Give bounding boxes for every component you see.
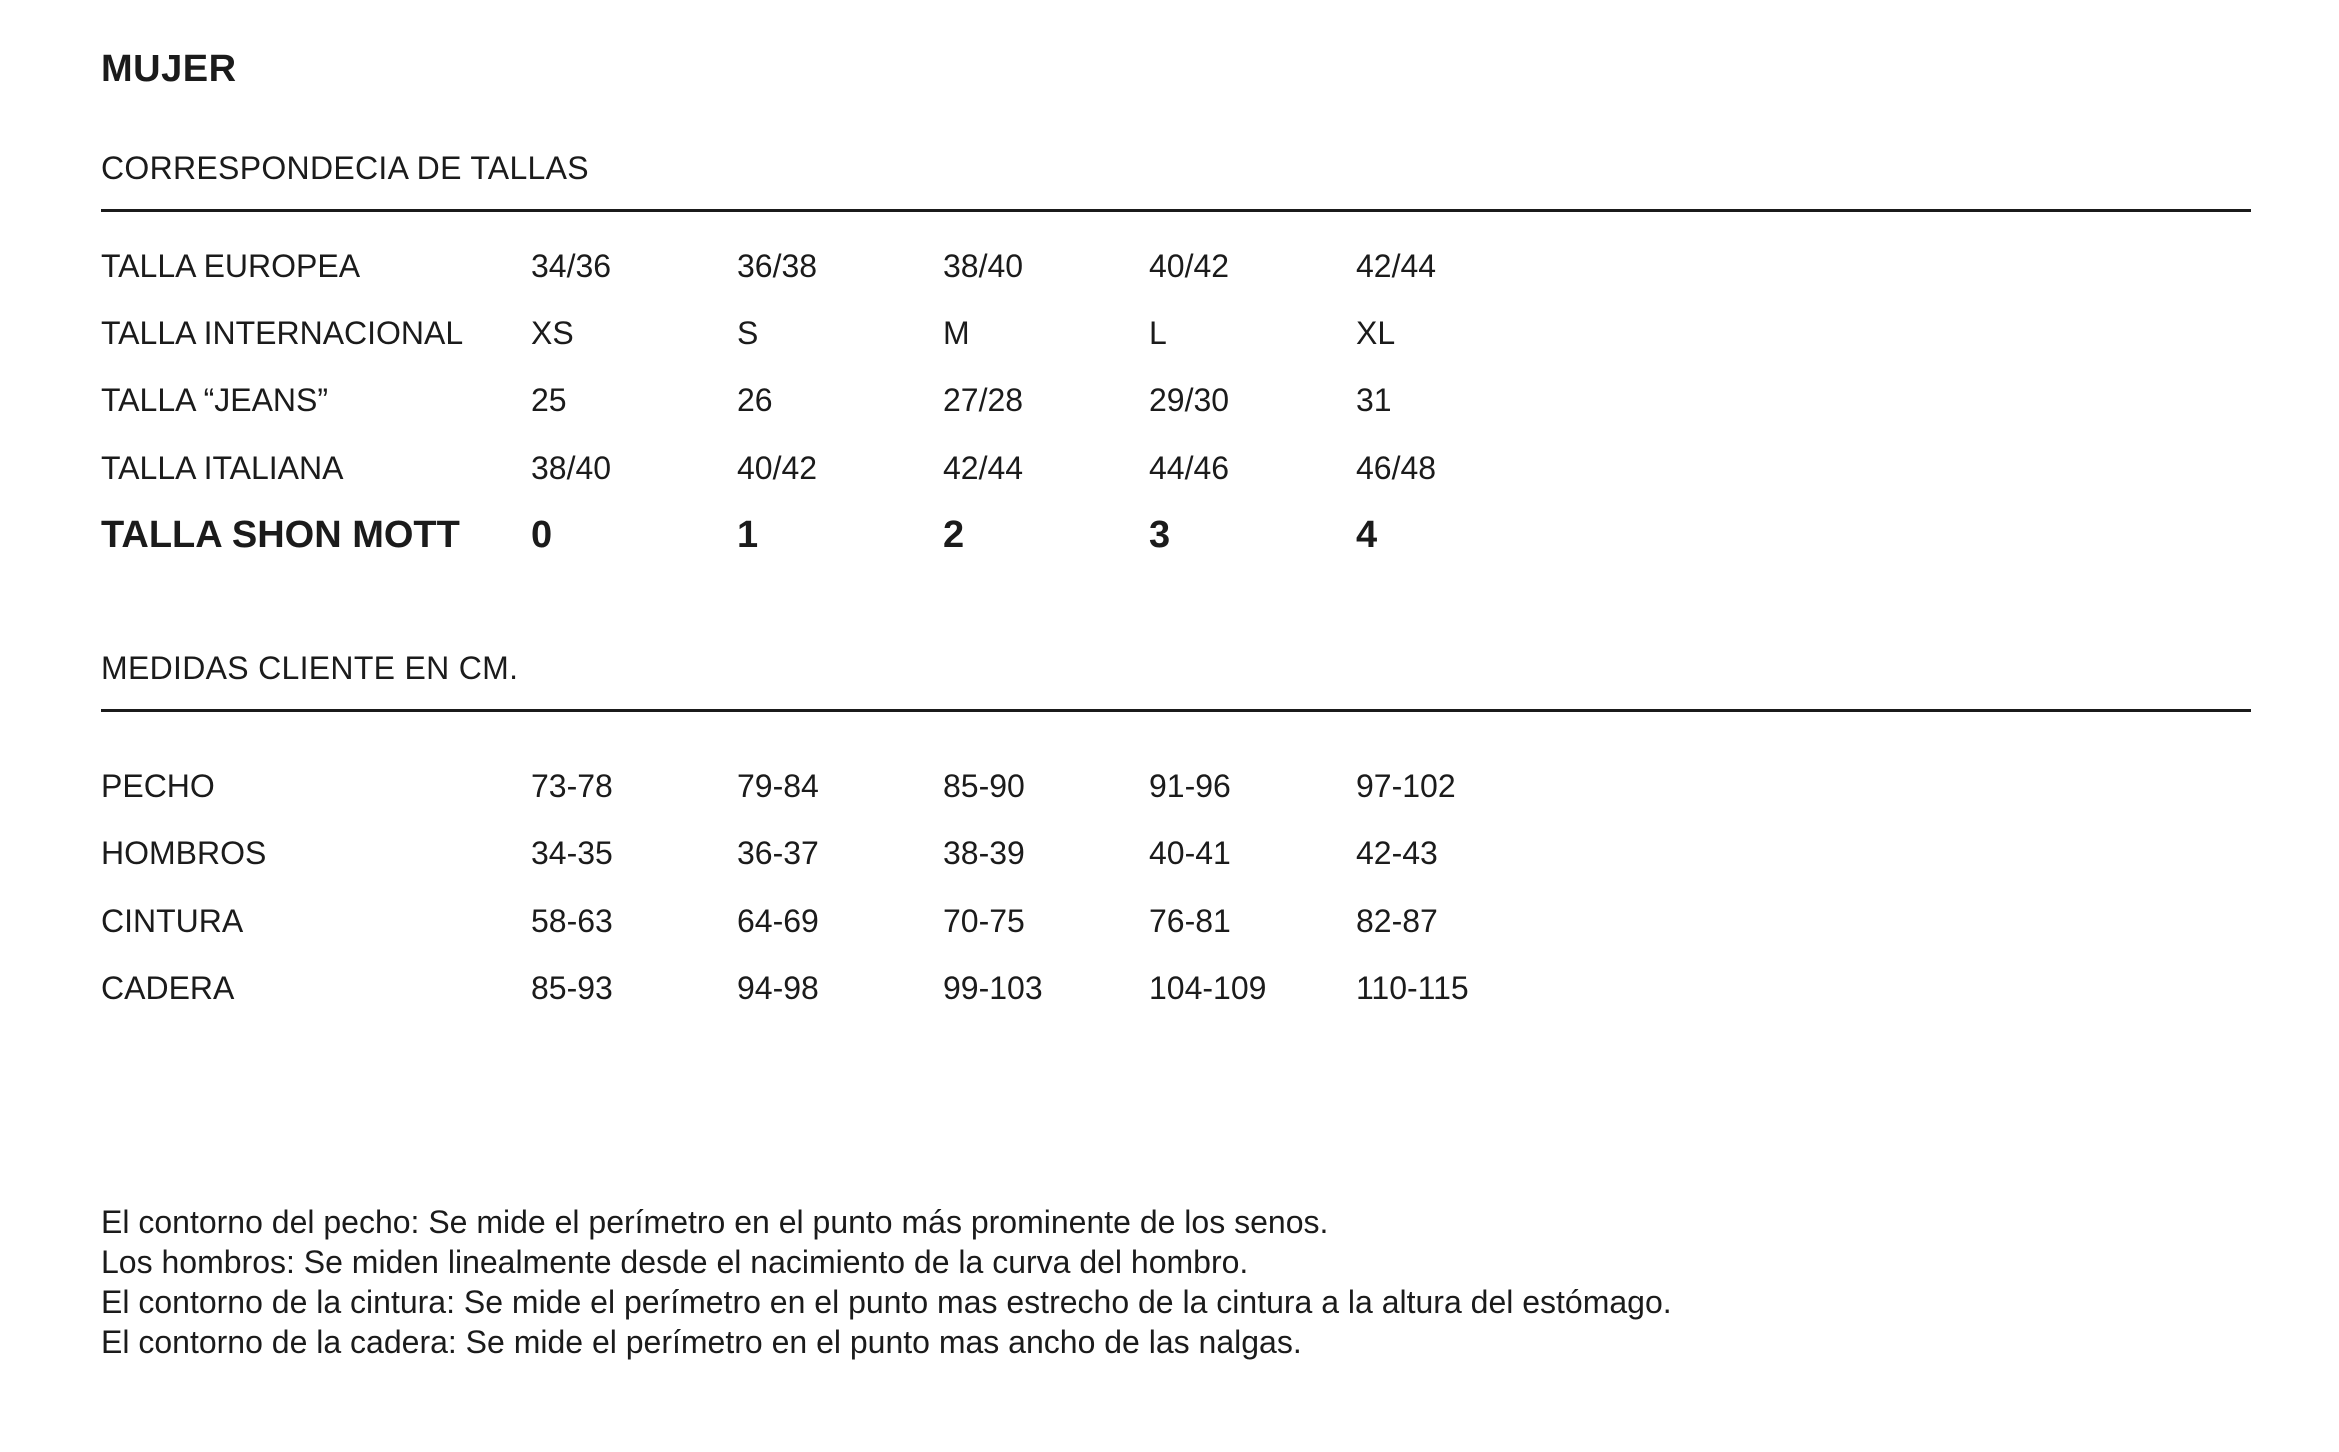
row-label: TALLA “JEANS” bbox=[101, 382, 329, 418]
measure-value: 40-41 bbox=[1149, 835, 1231, 871]
table-row bbox=[0, 828, 2339, 878]
note-shoulders: Los hombros: Se miden linealmente desde el nacimiento de la curva del hombro. bbox=[101, 1244, 1249, 1280]
measure-value: 58-63 bbox=[531, 903, 613, 939]
table-row bbox=[0, 761, 2339, 811]
size-value: 38/40 bbox=[943, 248, 1024, 284]
table-row bbox=[0, 308, 2339, 358]
size-value: 4 bbox=[1356, 514, 1378, 556]
size-value: 46/48 bbox=[1356, 450, 1437, 486]
size-value: 25 bbox=[531, 382, 567, 418]
size-value: 40/42 bbox=[1149, 248, 1230, 284]
size-value: 34/36 bbox=[531, 248, 612, 284]
measure-value: 36-37 bbox=[737, 835, 819, 871]
row-label: TALLA EUROPEA bbox=[101, 248, 361, 284]
measure-value: 34-35 bbox=[531, 835, 613, 871]
measure-value: 73-78 bbox=[531, 768, 613, 804]
measure-value: 104-109 bbox=[1149, 970, 1267, 1006]
note-chest: El contorno del pecho: Se mide el perímetro en el punto más prominente de los senos. bbox=[101, 1204, 1329, 1240]
row-label: CINTURA bbox=[101, 903, 244, 939]
size-value: XL bbox=[1356, 315, 1396, 351]
row-label: PECHO bbox=[101, 768, 215, 804]
measure-value: 94-98 bbox=[737, 970, 819, 1006]
note-hips: El contorno de la cadera: Se mide el perímetro en el punto mas ancho de las nalgas. bbox=[101, 1324, 1302, 1360]
size-value: 1 bbox=[737, 514, 759, 556]
measure-value: 38-39 bbox=[943, 835, 1025, 871]
row-label: HOMBROS bbox=[101, 835, 267, 871]
measure-value: 110-115 bbox=[1356, 970, 1469, 1006]
measure-value: 64-69 bbox=[737, 903, 819, 939]
table-row bbox=[0, 241, 2339, 291]
table-row-highlight bbox=[0, 510, 2339, 560]
note-waist: El contorno de la cintura: Se mide el perímetro en el punto mas estrecho de la cintura a la altura del estómago. bbox=[101, 1284, 1672, 1320]
measure-value: 85-93 bbox=[531, 970, 613, 1006]
measure-value: 79-84 bbox=[737, 768, 819, 804]
size-value: S bbox=[737, 315, 759, 351]
size-value: 26 bbox=[737, 382, 773, 418]
size-value: 29/30 bbox=[1149, 382, 1230, 418]
row-label: CADERA bbox=[101, 970, 235, 1006]
page-title: MUJER bbox=[101, 48, 237, 90]
size-value: 2 bbox=[943, 514, 965, 556]
measure-value: 91-96 bbox=[1149, 768, 1231, 804]
size-value: 42/44 bbox=[1356, 248, 1437, 284]
size-value: 42/44 bbox=[943, 450, 1024, 486]
size-value: 40/42 bbox=[737, 450, 818, 486]
measurements-divider bbox=[101, 709, 2251, 712]
size-value: 31 bbox=[1356, 382, 1392, 418]
size-value: L bbox=[1149, 315, 1167, 351]
correspondence-divider bbox=[101, 209, 2251, 212]
measure-value: 82-87 bbox=[1356, 903, 1438, 939]
row-label: TALLA ITALIANA bbox=[101, 450, 344, 486]
table-row bbox=[0, 375, 2339, 425]
table-row bbox=[0, 963, 2339, 1013]
measurements-heading: MEDIDAS CLIENTE EN CM. bbox=[101, 650, 519, 686]
row-label: TALLA SHON MOTT bbox=[101, 514, 460, 556]
size-value: 38/40 bbox=[531, 450, 612, 486]
size-value: 3 bbox=[1149, 514, 1171, 556]
measure-value: 99-103 bbox=[943, 970, 1043, 1006]
table-row bbox=[0, 896, 2339, 946]
size-value: 27/28 bbox=[943, 382, 1024, 418]
size-value: 44/46 bbox=[1149, 450, 1230, 486]
size-value: XS bbox=[531, 315, 574, 351]
measure-value: 97-102 bbox=[1356, 768, 1456, 804]
correspondence-heading: CORRESPONDECIA DE TALLAS bbox=[101, 150, 589, 186]
row-label: TALLA INTERNACIONAL bbox=[101, 315, 464, 351]
measure-value: 42-43 bbox=[1356, 835, 1438, 871]
size-value: 0 bbox=[531, 514, 553, 556]
measure-value: 85-90 bbox=[943, 768, 1025, 804]
size-value: M bbox=[943, 315, 970, 351]
measure-value: 70-75 bbox=[943, 903, 1025, 939]
table-row bbox=[0, 443, 2339, 493]
measure-value: 76-81 bbox=[1149, 903, 1231, 939]
size-value: 36/38 bbox=[737, 248, 818, 284]
